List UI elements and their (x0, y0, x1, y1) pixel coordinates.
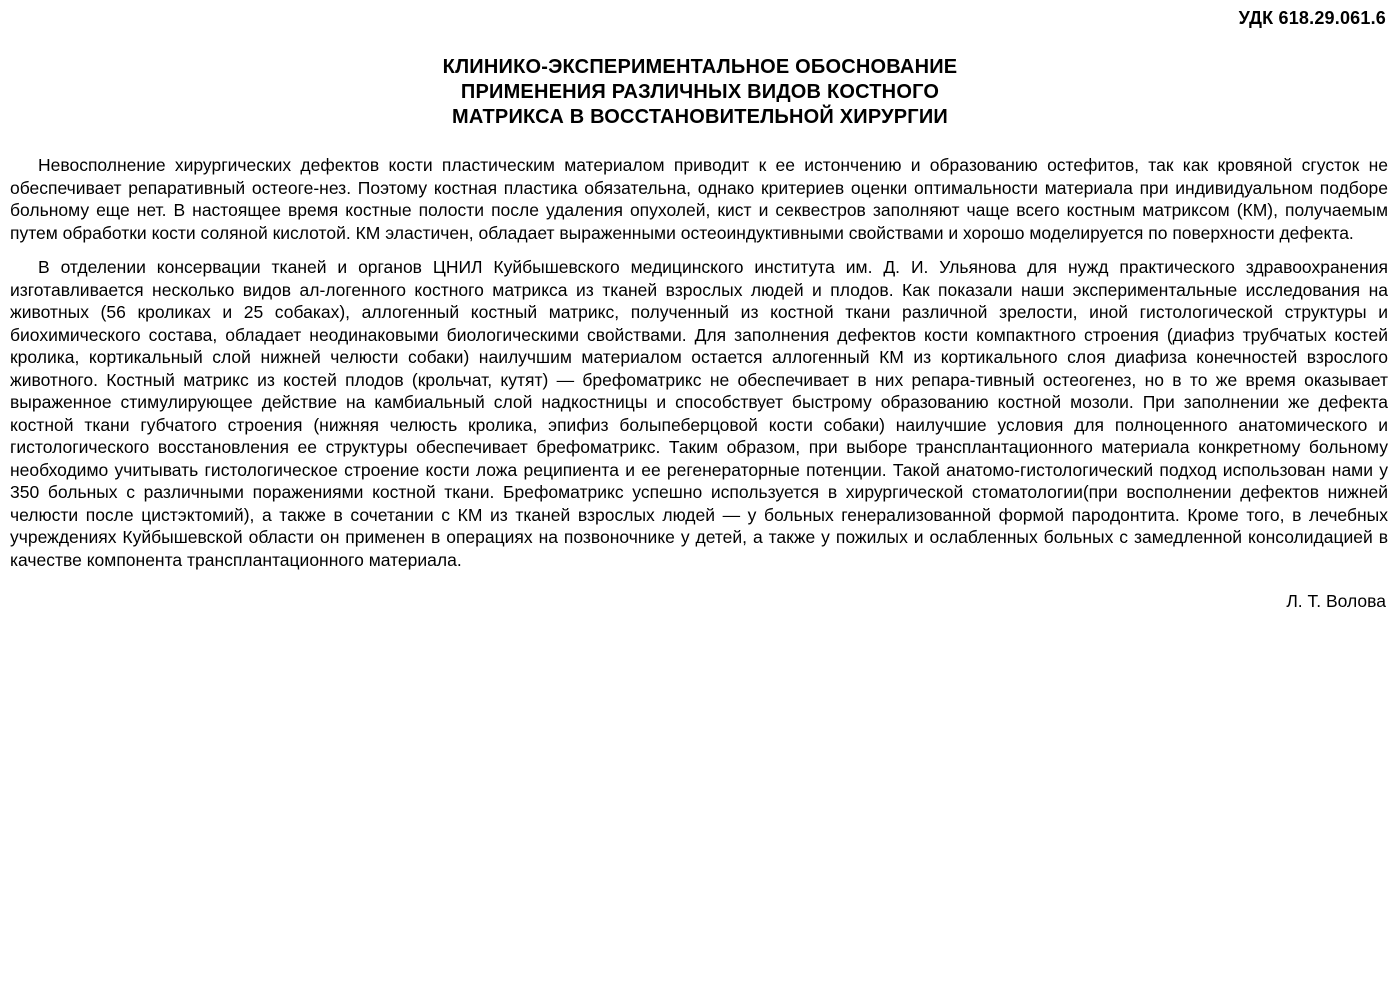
paragraph-main: В отделении консервации тканей и органов ЦНИЛ Куйбышевского медицинского института им. Д. И. Ульянова для нужд практического здравоохранения изготавливается несколько видов ал-логенного костного матрикса из тканей взрослых людей и плодов. Как показали наши экспериментальные исследования на животных (56 кроликах и 25 собаках), аллогенный костный матрикс, полученный из костной ткани различной зрелости, иной гистологической структуры и биохимического состава, обладает неодинаковыми биологическими свойствами. Для заполнения дефектов кости компактного строения (диафиз трубчатых костей кролика, кортикальный слой нижней челюсти собаки) наилучшим материалом остается аллогенный КМ из кортикального слоя диафиза конечностей взрослого животного. Костный матрикс из костей плодов (крольчат, кутят) — брефоматрикс не обеспечивает в них репара-тивный остеогенез, но в то же время оказывает выраженное стимулирующее действие на камбиальный слой надкостницы и способствует быстрому образованию костной мозоли. При заполнении же дефекта костной ткани губчатого строения (нижняя челюсть кролика, эпифиз болыпеберцовой кости собаки) наилучшие условия для полноценного анатомического и гистологического восстановления ее структуры обеспечивает брефоматрикс. Таким образом, при выборе трансплантационного материала конкретному больному необходимо учитывать гистологическое строение кости ложа реципиента и ее регенераторные потенции. Такой анатомо-гистологический подход использован нами у 350 больных с различными поражениями костной ткани. Брефоматрикс успешно используется в хирургической стоматологии(при восполнении дефектов нижней челюсти после цистэктомий), а также в сочетании с КМ из тканей взрослых людей — у больных генерализованной формой пародонтита. Кроме того, в лечебных учреждениях Куйбышевской области он применен в операциях на позвоночнике у детей, а также у пожилых и ослабленных больных с замедленной консолидацией в качестве компонента трансплантационного материала. (10, 257, 1388, 570)
document-body (10, 154, 1388, 571)
document-title (0, 55, 1400, 130)
title-line-1: КЛИНИКО-ЭКСПЕРИМЕНТАЛЬНОЕ ОБОСНОВАНИЕ (442, 56, 958, 78)
udc-code: УДК 618.29.061.6 (1238, 8, 1386, 28)
title-line-3: МАТРИКСА В ВОССТАНОВИТЕЛЬНОЙ ХИРУРГИИ (452, 106, 948, 128)
author-signature: Л. Т. Волова (1286, 591, 1386, 611)
paragraph-intro: Невосполнение хирургических дефектов кости пластическим материалом приводит к ее истончению и образованию остефитов, так как кровяной сгусток не обеспечивает репаративный остеоге-нез. Поэтому костная пластика обязательна, однако критериев оценки оптимальности материала при индивидуальном подборе больному еще нет. В настоящее время костные полости после удаления опухолей, кист и секвестров заполняют чаще всего костным матриксом (КМ), получаемым путем обработки кости соляной кислотой. КМ эластичен, обладает выраженными остеоиндуктивными свойствами и хорошо моделируется по поверхности дефекта. (10, 155, 1388, 243)
title-line-2: ПРИМЕНЕНИЯ РАЗЛИЧНЫХ ВИДОВ КОСТНОГО (460, 81, 940, 103)
